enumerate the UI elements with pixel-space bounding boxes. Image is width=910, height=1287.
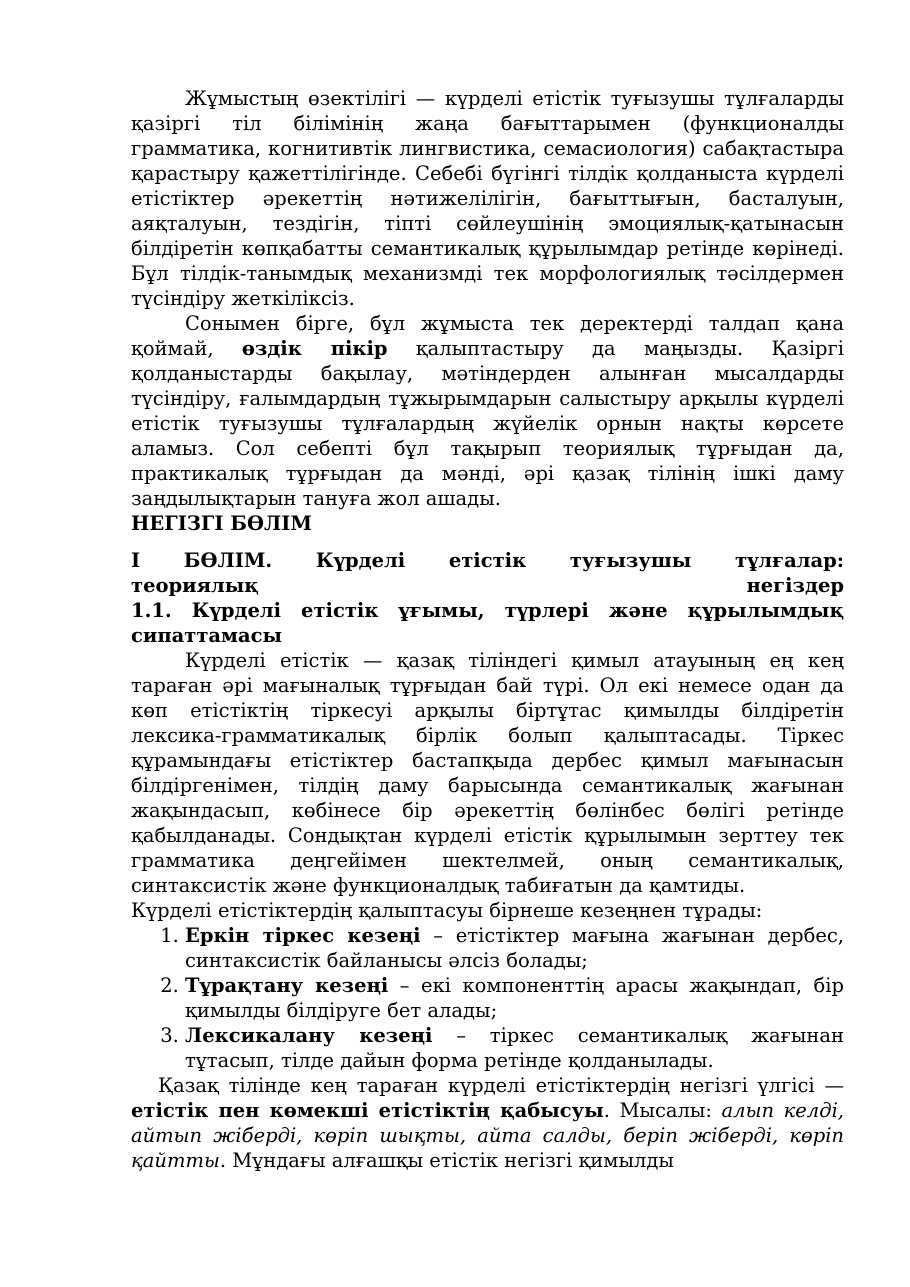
italic-examples: алып келді, айтып жіберді, көріп шықты, айта салды, беріп жіберді, көріп қайтты xyxy=(131,1099,844,1172)
paragraph-definition: Күрделі етістік — қазақ тіліндегі қимыл атауының ең кең тараған әрі мағыналық тұрғыдан бай түрі. Ол екі немесе одан да көп етістіктің тіркесуі арқылы біртұтас қимылды білдіретін лексика-грамматикалық бірлік болып қалыптасады. Тіркес құрамындағы етістіктер бастапқыда дербес қимыл мағынасын білдіргенімен, тілдің даму барысында семантикалық жағынан жақындасып, көбінесе бір әрекеттің бөлінбес бөлігі ретінде қабылданады. Сондықтан күрделі етістік құрылымын зерттеу тек грамматика деңгейімен шектелмей, оның семантикалық, синтаксистік және функционалдық табиғатын да қамтиды. xyxy=(131,649,844,897)
list-item-text: – етістіктер мағына жағынан дербес, синтаксистік байланысы әлсіз болады; xyxy=(185,924,844,972)
heading-part-one-line1: I БӨЛІМ. Күрделі етістік туғызушы тұлғалар: xyxy=(131,549,844,572)
list-item xyxy=(185,973,844,1023)
heading-part-word: теориялық xyxy=(131,574,259,597)
text-segment: . Мұндағы алғашқы етістік негізгі қимылды xyxy=(219,1149,674,1172)
list-item-term: Лексикалану кезеңі xyxy=(185,1024,433,1047)
text-segment: . Мысалы: xyxy=(603,1099,722,1122)
list-item-text: – екі компоненттің арасы жақындап, бір қимылды білдіруге бет алады; xyxy=(185,974,844,1022)
list-item-text: – тіркес семантикалық жағынан тұтасып, тілде дайын форма ретінде қолданылады. xyxy=(185,1024,845,1072)
paragraph-model xyxy=(131,1073,844,1173)
list-item-term: Еркін тіркес кезеңі xyxy=(185,924,421,947)
bold-term: өздік пікір xyxy=(241,337,388,360)
text-segment: қалыптастыру да маңызды. Қазіргі қолданыстарды бақылау, мәтіндерден алынған мысалдарды түсіндіру, ғалымдардың тұжырымдарын салыстыру арқылы күрделі етістік туғызушы тұлғалардың жүйелік орнын нақты көрсете аламыз. Сол себепті бұл тақырып теориялық тұрғыдан да, практикалық тұрғыдан да мәнді, әрі қазақ тілінің ішкі даму заңдылықтарын тануға жол ашады. xyxy=(131,337,844,510)
document-page xyxy=(131,86,844,1173)
list-item-term: Тұрақтану кезеңі xyxy=(185,974,389,997)
heading-part-word: негіздер xyxy=(746,574,844,597)
text-segment: Қазақ тілінде кең тараған күрделі етістіктердің негізгі үлгісі — xyxy=(158,1074,844,1097)
paragraph-stages-intro: Күрделі етістіктердің қалыптасуы бірнеше кезеңнен тұрады: xyxy=(131,899,763,922)
text-segment: Сонымен бірге, бұл жұмыста тек деректерді талдап қана қоймай, xyxy=(131,312,844,360)
paragraph-relevance: Жұмыстың өзектілігі — күрделі етістік туғызушы тұлғаларды қазіргі тіл білімінің жаңа бағыттарымен (функционалды грамматика, когнитивтік лингвистика, семасиология) сабақтастыра қарастыру қажеттілігінде. Себебі бүгінгі тілдік қолданыста күрделі етістіктер әрекеттің нәтижелілігін, бағыттығын, басталуын, аяқталуын, тездігін, тіпті сөйлеушінің эмоциялық-қатынасын білдіретін көпқабатты семантикалық құрылымдар ретінде көрінеді. Бұл тілдік-танымдық механизмді тек морфологиялық тәсілдермен түсіндіру жеткіліксіз. xyxy=(131,87,844,310)
heading-part-one-line2 xyxy=(131,573,844,598)
list-item xyxy=(185,923,844,973)
heading-subsection: 1.1. Күрделі етістік ұғымы, түрлері және құрылымдық сипаттамасы xyxy=(131,599,844,647)
list-item xyxy=(185,1023,844,1073)
bold-term: етістік пен көмекші етістіктің қабысуы xyxy=(131,1099,604,1122)
paragraph-own-opinion xyxy=(131,311,844,511)
stages-list xyxy=(131,923,844,1073)
heading-main-part: НЕГІЗГІ БӨЛІМ xyxy=(131,512,312,535)
